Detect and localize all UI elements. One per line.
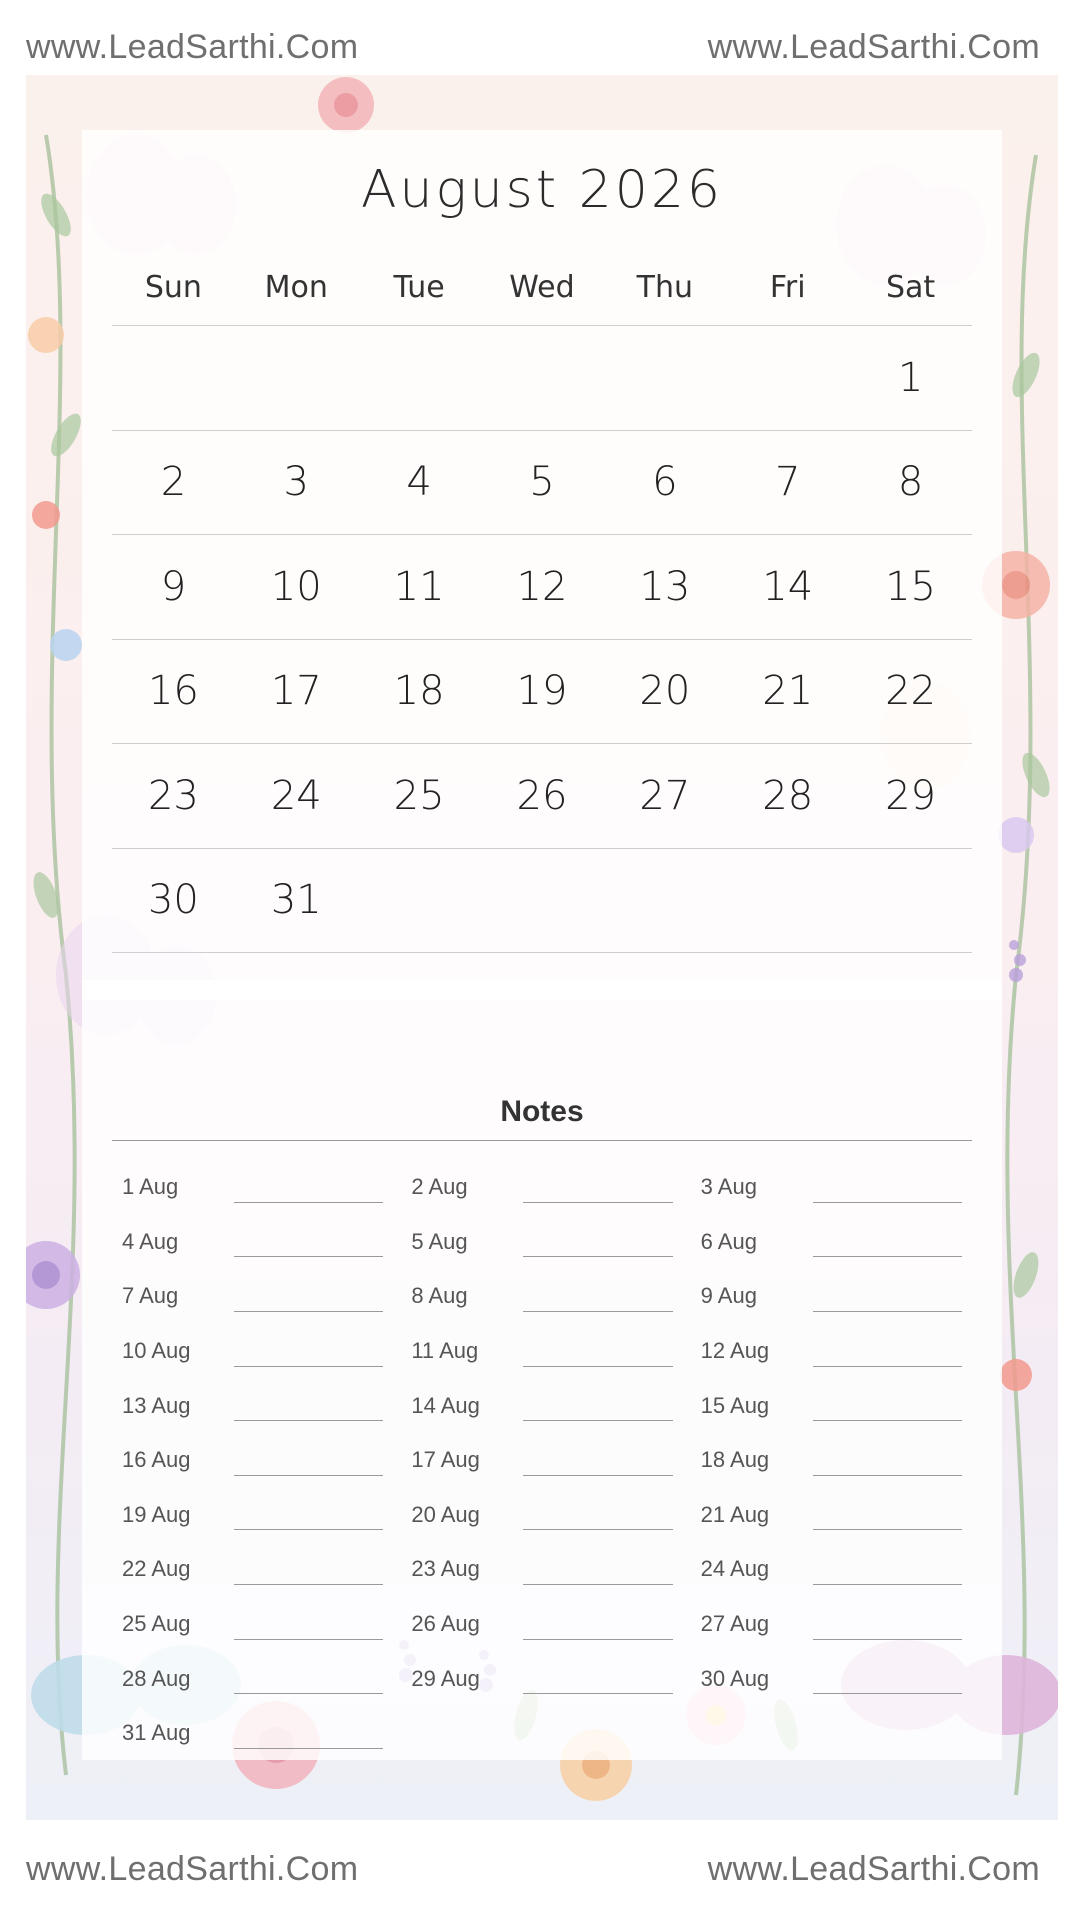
note-date-label: 1 Aug bbox=[122, 1174, 179, 1200]
note-write-line bbox=[523, 1186, 672, 1203]
day-cell: 25 bbox=[358, 743, 481, 848]
note-date-label: 4 Aug bbox=[122, 1228, 179, 1254]
note-date-label: 26 Aug bbox=[411, 1611, 480, 1637]
day-cell: 4 bbox=[358, 430, 481, 535]
note-date-label: 29 Aug bbox=[411, 1665, 480, 1691]
empty-day-cell bbox=[726, 325, 849, 430]
weekday-wed: Wed bbox=[509, 270, 575, 305]
empty-day-cell bbox=[358, 325, 481, 430]
note-date-label: 9 Aug bbox=[700, 1283, 757, 1309]
weekday-tue: Tue bbox=[393, 270, 445, 305]
note-write-line bbox=[234, 1513, 383, 1530]
note-entry bbox=[411, 1269, 672, 1324]
note-date-label: 11 Aug bbox=[411, 1338, 479, 1364]
note-date-label: 25 Aug bbox=[122, 1611, 191, 1637]
day-cell: 13 bbox=[603, 534, 726, 639]
note-write-line bbox=[523, 1295, 672, 1312]
note-write-line bbox=[813, 1350, 962, 1367]
day-cell: 5 bbox=[481, 430, 604, 535]
note-entry bbox=[122, 1160, 383, 1215]
note-entry bbox=[411, 1215, 672, 1270]
note-write-line bbox=[523, 1459, 672, 1476]
weekday-fri: Fri bbox=[769, 270, 806, 305]
day-cell: 1 bbox=[849, 325, 972, 430]
note-entry bbox=[701, 1433, 962, 1488]
note-entry bbox=[701, 1488, 962, 1543]
watermark-bottom-left: www.LeadSarthi.Com bbox=[26, 1850, 359, 1888]
day-cell: 16 bbox=[112, 639, 235, 744]
note-date-label: 7 Aug bbox=[122, 1283, 179, 1309]
note-entry bbox=[701, 1160, 962, 1215]
notes-grid bbox=[122, 1160, 962, 1761]
note-date-label: 20 Aug bbox=[411, 1501, 480, 1527]
weekday-header bbox=[112, 270, 972, 310]
note-date-label: 31 Aug bbox=[122, 1720, 191, 1746]
note-date-label: 10 Aug bbox=[122, 1338, 191, 1364]
note-date-label: 24 Aug bbox=[700, 1556, 770, 1582]
note-entry bbox=[122, 1706, 383, 1761]
weekday-sat: Sat bbox=[885, 270, 936, 305]
day-cell: 20 bbox=[603, 639, 726, 744]
note-date-label: 23 Aug bbox=[411, 1556, 480, 1582]
note-entry bbox=[122, 1488, 383, 1543]
note-write-line bbox=[523, 1350, 672, 1367]
note-date-label: 30 Aug bbox=[700, 1665, 770, 1691]
day-cell: 21 bbox=[726, 639, 849, 744]
day-cell: 2 bbox=[112, 430, 235, 535]
note-write-line bbox=[523, 1240, 672, 1257]
grid-bottom-rule bbox=[112, 952, 972, 953]
note-entry bbox=[701, 1651, 962, 1706]
note-entry bbox=[701, 1215, 962, 1270]
day-cell: 26 bbox=[481, 743, 604, 848]
day-cell: 27 bbox=[603, 743, 726, 848]
note-entry bbox=[701, 1597, 962, 1652]
note-entry bbox=[122, 1597, 383, 1652]
calendar-panel bbox=[82, 130, 1002, 1000]
note-write-line bbox=[234, 1677, 383, 1694]
note-entry bbox=[411, 1542, 672, 1597]
note-write-line bbox=[234, 1186, 383, 1203]
note-write-line bbox=[234, 1459, 383, 1476]
day-cell: 31 bbox=[235, 848, 358, 953]
weekday-mon: Mon bbox=[264, 270, 328, 305]
note-entry bbox=[122, 1542, 383, 1597]
day-cell: 23 bbox=[112, 743, 235, 848]
empty-day-cell bbox=[603, 325, 726, 430]
note-date-label: 16 Aug bbox=[122, 1447, 191, 1473]
note-write-line bbox=[234, 1240, 383, 1257]
note-write-line bbox=[813, 1677, 962, 1694]
note-entry bbox=[122, 1378, 383, 1433]
notes-rule bbox=[112, 1140, 972, 1141]
note-date-label: 13 Aug bbox=[122, 1392, 191, 1418]
note-entry bbox=[411, 1324, 672, 1379]
empty-day-cell bbox=[481, 325, 604, 430]
day-cell: 14 bbox=[726, 534, 849, 639]
note-write-line bbox=[523, 1568, 672, 1585]
note-write-line bbox=[234, 1623, 383, 1640]
note-write-line bbox=[813, 1513, 962, 1530]
note-write-line bbox=[813, 1404, 962, 1421]
empty-day-cell bbox=[358, 848, 481, 953]
note-write-line bbox=[813, 1568, 962, 1585]
note-entry bbox=[411, 1597, 672, 1652]
note-date-label: 2 Aug bbox=[411, 1174, 468, 1200]
note-date-label: 5 Aug bbox=[411, 1228, 468, 1254]
note-date-label: 6 Aug bbox=[700, 1228, 757, 1254]
note-date-label: 8 Aug bbox=[411, 1283, 468, 1309]
empty-day-cell bbox=[849, 848, 972, 953]
day-cell: 29 bbox=[849, 743, 972, 848]
note-write-line bbox=[234, 1295, 383, 1312]
note-write-line bbox=[523, 1513, 672, 1530]
note-write-line bbox=[813, 1459, 962, 1476]
note-entry bbox=[701, 1269, 962, 1324]
watermark-top-right: www.LeadSarthi.Com bbox=[707, 28, 1040, 66]
note-entry bbox=[701, 1324, 962, 1379]
day-cell: 17 bbox=[235, 639, 358, 744]
month-title: August 2026 bbox=[360, 160, 724, 220]
note-entry bbox=[122, 1215, 383, 1270]
note-entry bbox=[411, 1488, 672, 1543]
note-write-line bbox=[234, 1568, 383, 1585]
note-write-line bbox=[523, 1404, 672, 1421]
note-date-label: 28 Aug bbox=[122, 1665, 191, 1691]
note-write-line bbox=[813, 1295, 962, 1312]
note-write-line bbox=[234, 1732, 383, 1749]
note-date-label: 3 Aug bbox=[700, 1174, 757, 1200]
day-cell: 15 bbox=[849, 534, 972, 639]
note-write-line bbox=[813, 1240, 962, 1257]
note-write-line bbox=[523, 1623, 672, 1640]
day-cell: 19 bbox=[481, 639, 604, 744]
note-date-label: 19 Aug bbox=[122, 1501, 191, 1527]
day-cell: 28 bbox=[726, 743, 849, 848]
notes-panel bbox=[82, 980, 1002, 1760]
note-entry bbox=[122, 1269, 383, 1324]
note-entry bbox=[411, 1651, 672, 1706]
calendar-sheet bbox=[26, 75, 1058, 1820]
day-cell: 6 bbox=[603, 430, 726, 535]
empty-day-cell bbox=[112, 325, 235, 430]
note-entry bbox=[701, 1378, 962, 1433]
empty-day-cell bbox=[235, 325, 358, 430]
day-cell: 3 bbox=[235, 430, 358, 535]
note-write-line bbox=[234, 1404, 383, 1421]
day-cell: 24 bbox=[235, 743, 358, 848]
empty-day-cell bbox=[481, 848, 604, 953]
day-cell: 22 bbox=[849, 639, 972, 744]
day-cell: 7 bbox=[726, 430, 849, 535]
day-cell: 11 bbox=[358, 534, 481, 639]
note-write-line bbox=[234, 1350, 383, 1367]
day-cell: 12 bbox=[481, 534, 604, 639]
note-date-label: 27 Aug bbox=[700, 1611, 770, 1637]
watermark-bottom-right: www.LeadSarthi.Com bbox=[707, 1850, 1040, 1888]
day-cell: 18 bbox=[358, 639, 481, 744]
day-cell: 8 bbox=[849, 430, 972, 535]
note-date-label: 12 Aug bbox=[700, 1338, 770, 1364]
note-date-label: 21 Aug bbox=[700, 1501, 770, 1527]
note-entry bbox=[411, 1160, 672, 1215]
note-date-label: 15 Aug bbox=[700, 1392, 770, 1418]
note-entry bbox=[411, 1378, 672, 1433]
note-date-label: 22 Aug bbox=[122, 1556, 191, 1582]
empty-day-cell bbox=[726, 848, 849, 953]
notes-title: Notes bbox=[500, 1095, 584, 1128]
note-write-line bbox=[523, 1677, 672, 1694]
note-write-line bbox=[813, 1623, 962, 1640]
weekday-sun: Sun bbox=[144, 270, 202, 305]
day-cell: 30 bbox=[112, 848, 235, 953]
note-entry bbox=[122, 1324, 383, 1379]
day-cell: 10 bbox=[235, 534, 358, 639]
day-grid bbox=[112, 325, 972, 952]
note-entry bbox=[701, 1542, 962, 1597]
note-entry bbox=[122, 1433, 383, 1488]
day-cell: 9 bbox=[112, 534, 235, 639]
note-entry bbox=[411, 1433, 672, 1488]
note-date-label: 18 Aug bbox=[700, 1447, 770, 1473]
note-entry bbox=[122, 1651, 383, 1706]
weekday-thu: Thu bbox=[636, 270, 694, 305]
note-write-line bbox=[813, 1186, 962, 1203]
note-date-label: 14 Aug bbox=[411, 1392, 480, 1418]
empty-day-cell bbox=[603, 848, 726, 953]
note-date-label: 17 Aug bbox=[411, 1447, 480, 1473]
watermark-top-left: www.LeadSarthi.Com bbox=[26, 28, 359, 66]
